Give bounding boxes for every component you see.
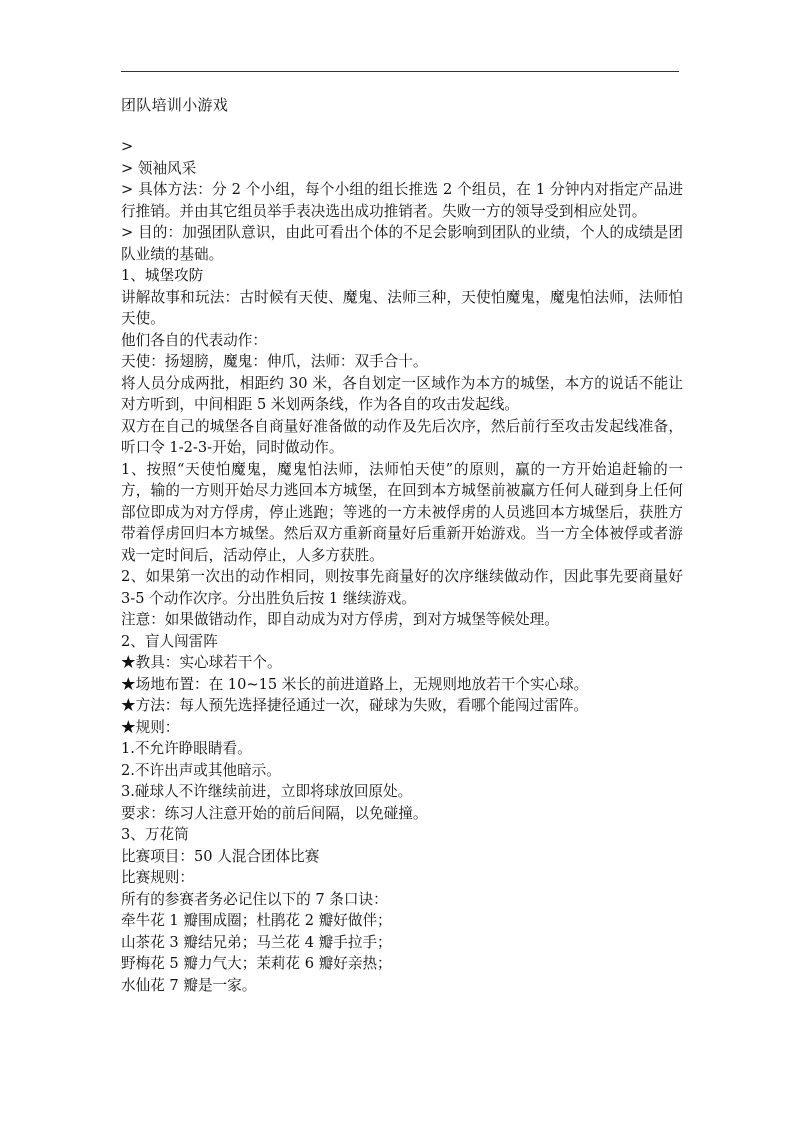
paragraph: ★教具：实心球若干个。 [121, 654, 282, 671]
paragraph: 1.不允许睁眼睛看。 [121, 740, 252, 757]
paragraph: > 领袖风采 [121, 159, 197, 177]
paragraph: > 目的：加强团队意识，由此可看出个体的不足会影响到团队的业绩，个人的成绩是团队业绩的基础。 [121, 224, 683, 263]
paragraph: 水仙花 7 瓣是一家。 [121, 976, 257, 994]
paragraph: 2.不许出声或其他暗示。 [121, 761, 281, 779]
paragraph: 1、按照“天使怕魔鬼，魔鬼怕法师，法师怕天使”的原则，赢的一方开始追赶输的一方，输的一方则开始尽力逃回本方城堡，在回到本方城堡前被赢方任何人碰到身上任何部位即成为对方俘虏，停止逃跑；等逃的一方未被俘虏的人员逃回本方城堡后，获胜方带着俘虏回归本方城堡。然后双方重新商量好后重新开始游戏。当一方全体被俘或者游戏一定时间后，活动停止，人多方获胜。 [121, 460, 683, 564]
paragraph: ★方法：每人预先选择捷径通过一次，碰球为失败，看哪个能闯过雷阵。 [121, 697, 589, 714]
section-heading: 1、城堡攻防 [121, 267, 204, 284]
paragraph: 双方在自己的城堡各自商量好准备做的动作及先后次序，然后前行至攻击发起线准备，听口令 1-2-3-开始，同时做动作。 [121, 417, 683, 456]
paragraph: > [121, 138, 134, 155]
paragraph: 天使：扬翅膀，魔鬼：伸爪，法师：双手合十。 [121, 353, 428, 370]
paragraph: 3.碰球人不许继续前进，立即将球放回原处。 [121, 783, 413, 800]
paragraph: ★场地布置：在 10~15 米长的前进道路上，无规则地放若干个实心球。 [121, 675, 589, 693]
paragraph: 讲解故事和玩法：古时候有天使、魔鬼、法师三种，天使怕魔鬼，魔鬼怕法师，法师怕天使。 [121, 288, 683, 327]
paragraph: 将人员分成两批，相距约 30 米，各自划定一区域作为本方的城堡，本方的说话不能让对方听到，中间相距 5 米划两条线，作为各自的攻击发起线。 [121, 374, 683, 413]
paragraph: 要求：练习人注意开始的前后间隔，以免碰撞。 [121, 804, 428, 822]
section-heading: 2、盲人闯雷阵 [121, 632, 218, 650]
paragraph: 他们各自的代表动作： [121, 331, 267, 349]
paragraph: > 具体方法：分 2 个小组，每个小组的组长推选 2 个组员，在 1 分钟内对指定产品进行推销。并由其它组员举手表决选出成功推销者。失败一方的领导受到相应处罚。 [121, 181, 683, 220]
document-title: 团队培训小游戏 [121, 96, 229, 114]
header-rule [121, 71, 679, 72]
document-body [121, 136, 683, 996]
paragraph: 山茶花 3 瓣结兄弟；马兰花 4 瓣手拉手； [121, 933, 392, 951]
section-heading: 3、万花筒 [121, 826, 189, 843]
paragraph: ★规则： [121, 718, 180, 736]
paragraph: 注意：如果做错动作，即自动成为对方俘虏，到对方城堡等候处理。 [121, 611, 559, 628]
paragraph: 比赛项目：50 人混合团体比赛 [121, 847, 320, 865]
paragraph: 所有的参赛者务必记住以下的 7 条口诀： [121, 890, 388, 908]
paragraph: 牵牛花 1 瓣围成圈；杜鹃花 2 瓣好做伴； [121, 912, 392, 929]
paragraph: 2、如果第一次出的动作相同，则按事先商量好的次序继续做动作，因此事先要商量好 3-5 个动作次序。分出胜负后按 1 继续游戏。 [121, 568, 683, 607]
paragraph: 比赛规则： [121, 869, 194, 886]
paragraph: 野梅花 5 瓣力气大；茉莉花 6 瓣好亲热； [121, 955, 392, 972]
